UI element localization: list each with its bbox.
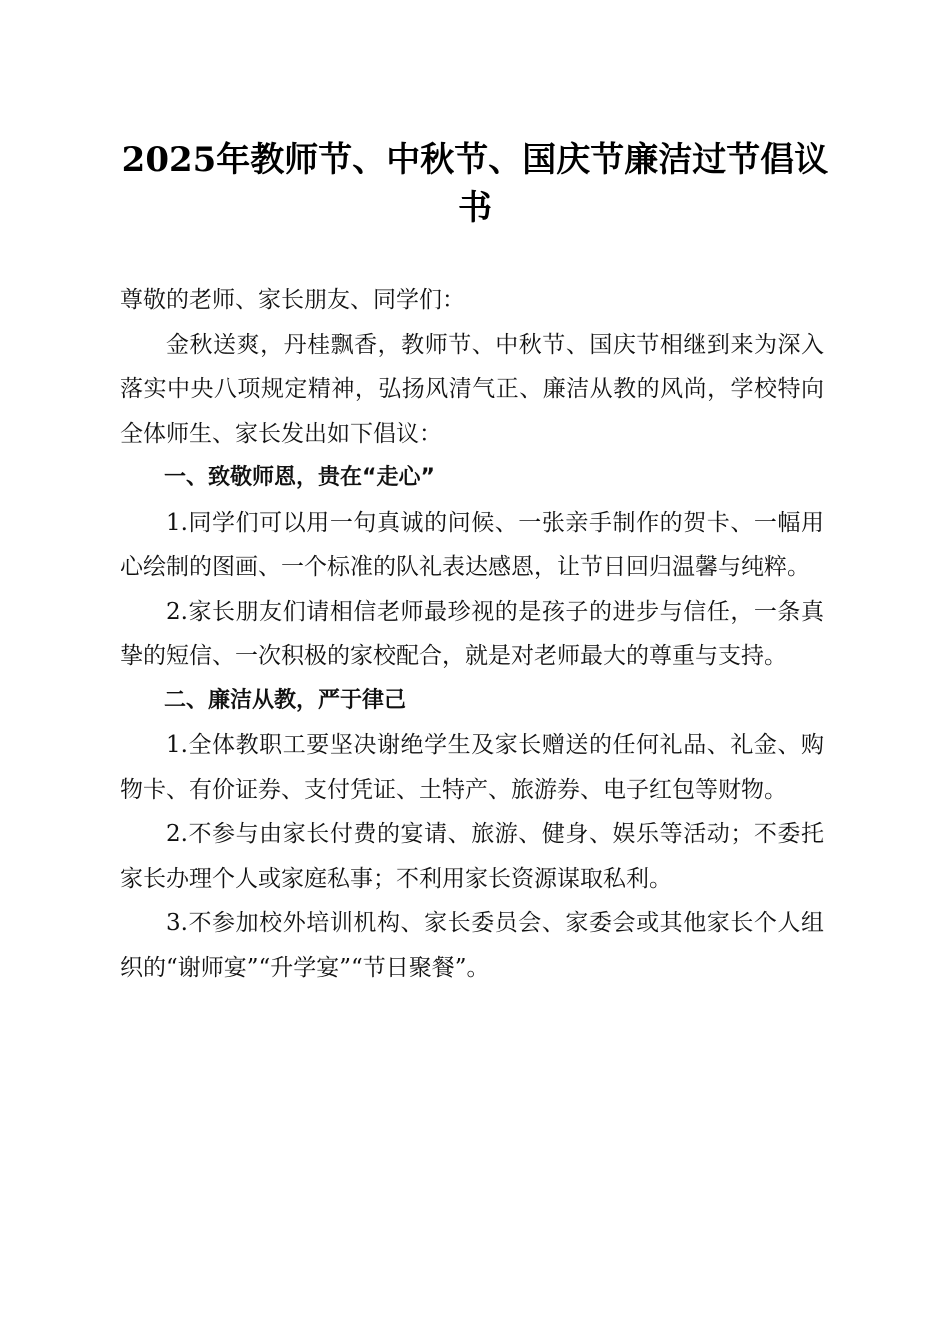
greeting-line: 尊敬的老师、家长朋友、同学们：: [120, 287, 465, 313]
document-body: [120, 278, 824, 990]
section-heading: 一、致敬师恩，贵在“走心”: [164, 465, 435, 490]
document-title: 2025年教师节、中秋节、国庆节廉洁过节倡议书: [121, 140, 829, 228]
section-item: 2.不参与由家长付费的宴请、旅游、健身、娱乐等活动；不委托家长办理个人或家庭私事；不利用家长资源谋取私利。: [120, 821, 824, 892]
section-heading: 二、廉洁从教，严于律己: [164, 687, 407, 713]
section-item: 2.家长朋友们请相信老师最珍视的是孩子的进步与信任，一条真挚的短信、一次积极的家校配合，就是对老师最大的尊重与支持。: [120, 598, 824, 669]
section-item: 3.不参加校外培训机构、家长委员会、家委会或其他家长个人组织的“谢师宴”“升学宴”“节日聚餐”。: [120, 910, 824, 981]
section-item: 1.全体教职工要坚决谢绝学生及家长赠送的任何礼品、礼金、购物卡、有价证券、支付凭证、土特产、旅游券、电子红包等财物。: [120, 732, 824, 803]
section-item: 1.同学们可以用一句真诚的问候、一张亲手制作的贺卡、一幅用心绘制的图画、一个标准的队礼表达感恩，让节日回归温馨与纯粹。: [120, 509, 824, 580]
intro-paragraph: 金秋送爽，丹桂飘香，教师节、中秋节、国庆节相继到来为深入落实中央八项规定精神，弘扬风清气正、廉洁从教的风尚，学校特向全体师生、家长发出如下倡议：: [120, 331, 824, 447]
